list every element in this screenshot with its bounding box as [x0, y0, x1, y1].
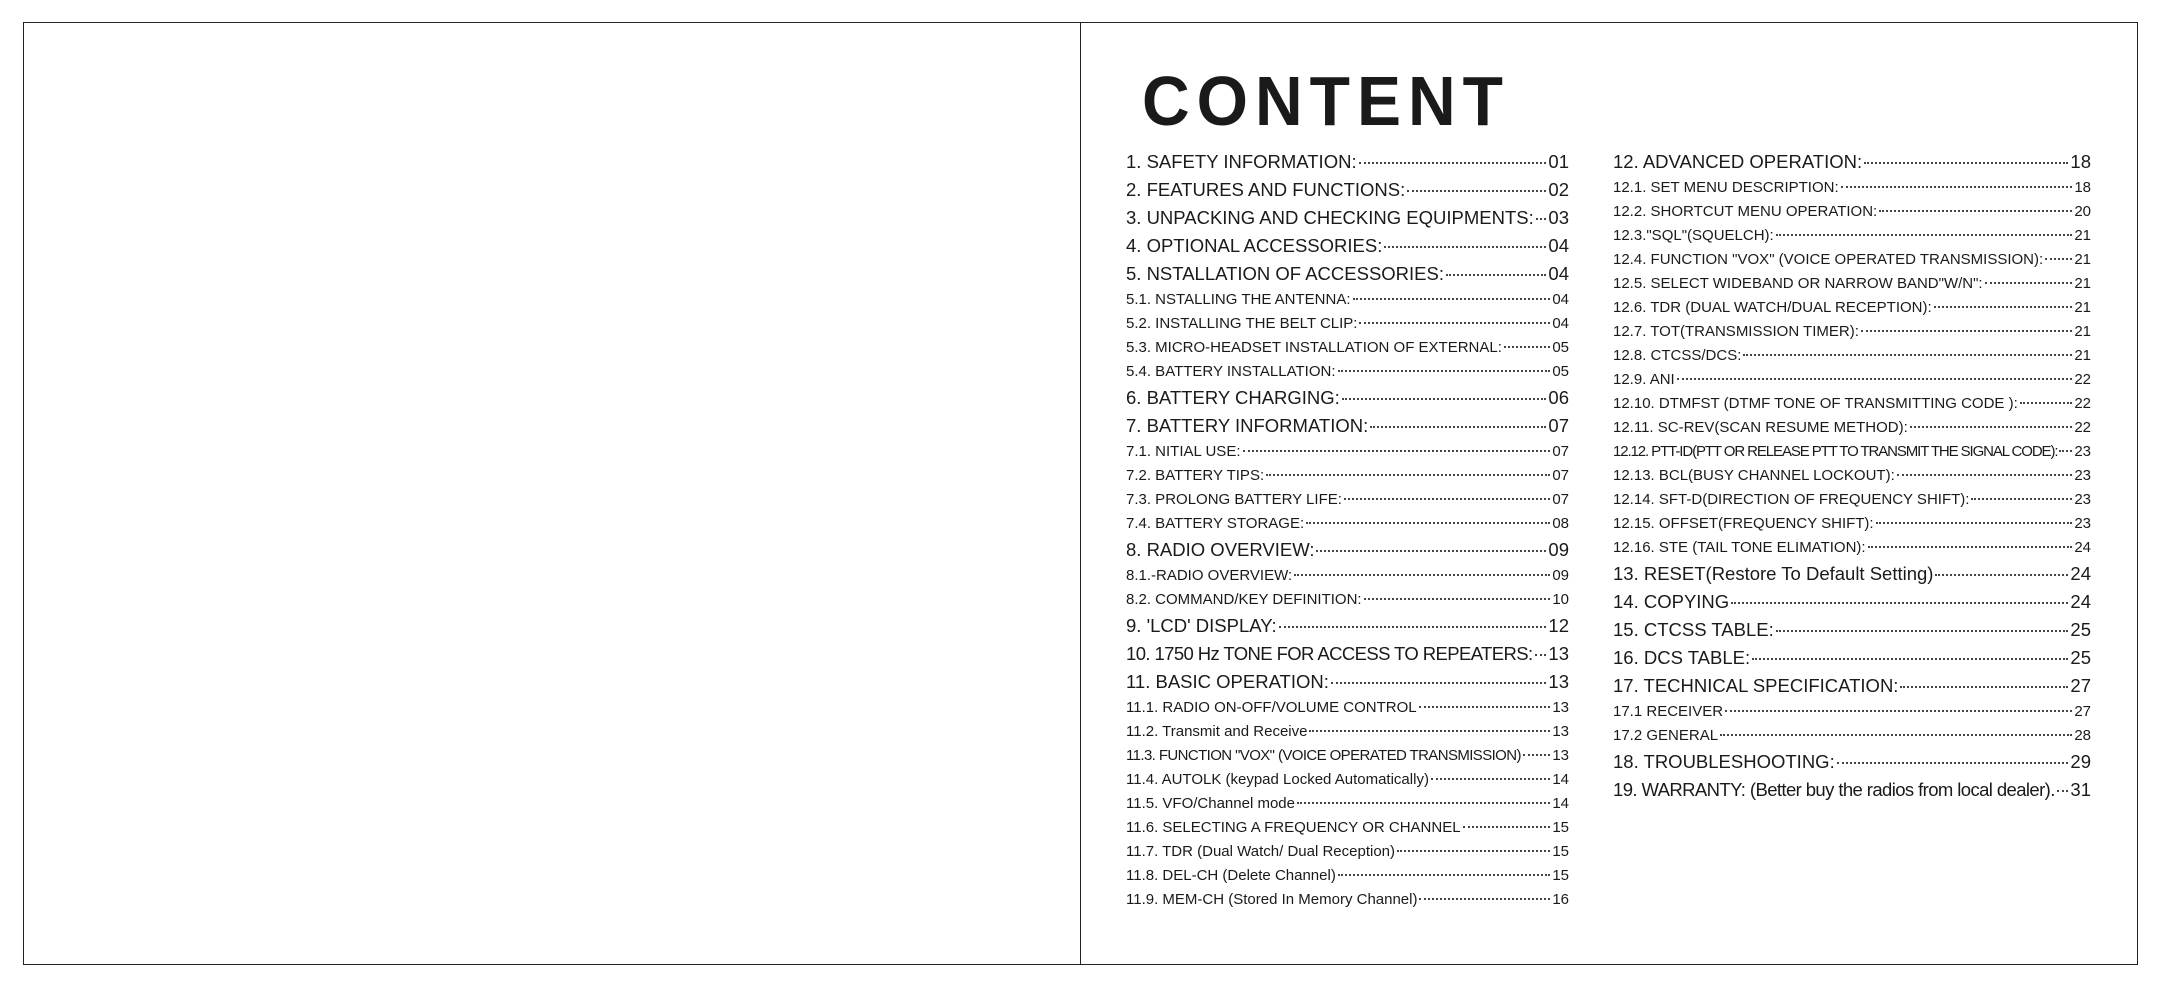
toc-entry-label: 12.6. TDR (DUAL WATCH/DUAL RECEPTION):: [1613, 299, 1932, 316]
toc-entry: [1126, 612, 1569, 640]
toc-entry-page-number: 23: [2074, 443, 2091, 460]
toc-entry: [1126, 232, 1569, 260]
toc-entry: [1613, 536, 2091, 560]
dot-leader: [1331, 681, 1547, 684]
toc-entry: [1613, 440, 2091, 464]
dot-leader: [1338, 873, 1550, 876]
toc-entry: [1126, 696, 1569, 720]
dot-leader: [1384, 245, 1546, 248]
toc-entry-label: 12.2. SHORTCUT MENU OPERATION:: [1613, 203, 1878, 220]
toc-entry: [1126, 816, 1569, 840]
toc-entry-page-number: 24: [2074, 539, 2091, 556]
dot-leader: [1935, 573, 2068, 576]
toc-entry: [1126, 360, 1569, 384]
toc-entry: [1613, 272, 2091, 296]
toc-entry-page-number: 29: [2070, 751, 2091, 772]
toc-entry: [1126, 288, 1569, 312]
toc-entry-label: 15. CTCSS TABLE:: [1613, 619, 1774, 640]
toc-entry: [1126, 440, 1569, 464]
toc-entry-label: 5.1. NSTALLING THE ANTENNA:: [1126, 291, 1351, 308]
toc-entry-label: 12.7. TOT(TRANSMISSION TIMER):: [1613, 323, 1859, 340]
toc-entry-label: 8. RADIO OVERVIEW:: [1126, 539, 1315, 560]
dot-leader: [1431, 777, 1550, 780]
dot-leader: [1353, 297, 1551, 300]
toc-entry-page-number: 13: [1552, 747, 1569, 764]
toc-entry: [1613, 512, 2091, 536]
dot-leader: [1446, 273, 1546, 276]
toc-entry-label: 2. FEATURES AND FUNCTIONS:: [1126, 179, 1406, 200]
toc-entry-label: 12.5. SELECT WIDEBAND OR NARROW BAND"W/N":: [1613, 275, 1983, 292]
toc-entry: [1126, 176, 1569, 204]
dot-leader: [1364, 597, 1551, 600]
dot-leader: [1306, 521, 1550, 524]
dot-leader: [1868, 545, 2073, 548]
toc-entry-label: 7.3. PROLONG BATTERY LIFE:: [1126, 491, 1342, 508]
toc-entry-label: 8.1.-RADIO OVERVIEW:: [1126, 567, 1293, 584]
toc-entry-page-number: 05: [1552, 363, 1569, 380]
dot-leader: [1407, 189, 1546, 192]
toc-entry: [1613, 588, 2091, 616]
toc-entry-page-number: 07: [1552, 491, 1569, 508]
dot-leader: [1879, 209, 2072, 212]
toc-entry-page-number: 21: [2074, 323, 2091, 340]
dot-leader: [1419, 897, 1550, 900]
toc-entry: [1613, 392, 2091, 416]
dot-leader: [1419, 705, 1551, 708]
toc-entry-label: 11.6. SELECTING A FREQUENCY OR CHANNEL: [1126, 819, 1461, 836]
toc-entry: [1613, 464, 2091, 488]
toc-entry-page-number: 15: [1552, 843, 1569, 860]
dot-leader: [1743, 353, 2072, 356]
toc-entry: [1613, 488, 2091, 512]
toc-entry-label: 12.15. OFFSET(FREQUENCY SHIFT):: [1613, 515, 1874, 532]
toc-entry-page-number: 22: [2074, 395, 2091, 412]
toc-entry-page-number: 07: [1552, 443, 1569, 460]
toc-entry: [1126, 588, 1569, 612]
toc-entry: [1126, 840, 1569, 864]
toc-entry: [1126, 464, 1569, 488]
toc-entry-label: 5.3. MICRO-HEADSET INSTALLATION OF EXTERNAL:: [1126, 339, 1502, 356]
toc-entry-label: 12.9. ANI: [1613, 371, 1675, 388]
dot-leader: [1720, 733, 2072, 736]
dot-leader: [1266, 473, 1550, 476]
toc-entry-page-number: 13: [1552, 699, 1569, 716]
toc-entry-label: 4. OPTIONAL ACCESSORIES:: [1126, 235, 1383, 256]
toc-entry-label: 18. TROUBLESHOOTING:: [1613, 751, 1835, 772]
dot-leader: [1344, 497, 1550, 500]
dot-leader: [1897, 473, 2073, 476]
toc-entry-label: 12.12. PTT-ID(PTT OR RELEASE PTT TO TRANSMIT THE SIGNAL CODE):: [1613, 443, 2058, 460]
toc-entry-label: 7.2. BATTERY TIPS:: [1126, 467, 1265, 484]
toc-entry-label: 12.1. SET MENU DESCRIPTION:: [1613, 179, 1839, 196]
toc-entry-page-number: 08: [1552, 515, 1569, 532]
toc-entry-page-number: 21: [2074, 251, 2091, 268]
toc-entry: [1126, 312, 1569, 336]
dot-leader: [1934, 305, 2073, 308]
toc-entry-label: 11.7. TDR (Dual Watch/ Dual Reception): [1126, 843, 1395, 860]
blank-left-page: [24, 23, 1081, 964]
dot-leader: [1243, 449, 1551, 452]
toc-entry-page-number: 18: [2074, 179, 2091, 196]
toc-entry: [1126, 488, 1569, 512]
dot-leader: [1876, 521, 2073, 524]
dot-leader: [1841, 185, 2073, 188]
toc-entry-label: 12.14. SFT-D(DIRECTION OF FREQUENCY SHIFT):: [1613, 491, 1970, 508]
dot-leader: [1536, 217, 1547, 220]
toc-entry-page-number: 02: [1548, 179, 1569, 200]
dot-leader: [1677, 377, 2073, 380]
toc-entry-page-number: 20: [2074, 203, 2091, 220]
toc-entry-label: 12.3."SQL"(SQUELCH):: [1613, 227, 1774, 244]
dot-leader: [1309, 729, 1550, 732]
toc-entry: [1126, 768, 1569, 792]
toc-entry-page-number: 24: [2070, 591, 2091, 612]
toc-entry-label: 1. SAFETY INFORMATION:: [1126, 151, 1357, 172]
dot-leader: [1359, 161, 1547, 164]
toc-entry-label: 5.4. BATTERY INSTALLATION:: [1126, 363, 1336, 380]
toc-entry: [1126, 512, 1569, 536]
toc-entry-page-number: 04: [1552, 315, 1569, 332]
dot-leader: [2020, 401, 2073, 404]
toc-entry-label: 11.8. DEL-CH (Delete Channel): [1126, 867, 1336, 884]
toc-entry: [1126, 564, 1569, 588]
toc-entry: [1126, 864, 1569, 888]
toc-entry-label: 7. BATTERY INFORMATION:: [1126, 415, 1369, 436]
toc-entry: [1613, 344, 2091, 368]
toc-entry-page-number: 04: [1552, 291, 1569, 308]
dot-leader: [1985, 281, 2073, 284]
toc-entry-label: 5.2. INSTALLING THE BELT CLIP:: [1126, 315, 1358, 332]
toc-right-column: [1613, 148, 2091, 804]
toc-entry-label: 9. 'LCD' DISPLAY:: [1126, 615, 1277, 636]
toc-left-column: [1126, 148, 1569, 912]
toc-entry-page-number: 27: [2070, 675, 2091, 696]
dot-leader: [1523, 753, 1550, 756]
dot-leader: [1297, 801, 1550, 804]
dot-leader: [1338, 369, 1551, 372]
dot-leader: [1752, 657, 2068, 660]
dot-leader: [1397, 849, 1550, 852]
toc-entry-page-number: 12: [1548, 615, 1569, 636]
toc-entry-page-number: 09: [1552, 567, 1569, 584]
toc-entry: [1126, 536, 1569, 564]
toc-entry: [1126, 384, 1569, 412]
toc-entry-page-number: 16: [1552, 891, 1569, 908]
toc-entry-page-number: 10: [1552, 591, 1569, 608]
toc-entry: [1613, 724, 2091, 748]
toc-entry-label: 11.1. RADIO ON-OFF/VOLUME CONTROL: [1126, 699, 1417, 716]
toc-entry-page-number: 15: [1552, 867, 1569, 884]
dot-leader: [1864, 161, 2068, 164]
toc-entry-page-number: 06: [1548, 387, 1569, 408]
dot-leader: [1900, 685, 2068, 688]
toc-entry-page-number: 23: [2074, 491, 2091, 508]
toc-entry-page-number: 21: [2074, 347, 2091, 364]
toc-entry: [1126, 336, 1569, 360]
toc-entry-page-number: 07: [1552, 467, 1569, 484]
toc-entry: [1613, 700, 2091, 724]
toc-entry: [1613, 748, 2091, 776]
toc-entry-page-number: 13: [1548, 671, 1569, 692]
toc-entry-page-number: 04: [1548, 235, 1569, 256]
toc-entry-page-number: 18: [2070, 151, 2091, 172]
dot-leader: [1359, 321, 1550, 324]
toc-entry-label: 5. NSTALLATION OF ACCESSORIES:: [1126, 263, 1445, 284]
toc-entry: [1613, 672, 2091, 700]
toc-entry-label: 12.11. SC-REV(SCAN RESUME METHOD):: [1613, 419, 1908, 436]
toc-entry: [1126, 412, 1569, 440]
toc-entry-page-number: 31: [2070, 779, 2091, 800]
toc-entry-page-number: 05: [1552, 339, 1569, 356]
dot-leader: [2059, 449, 2072, 452]
toc-entry-label: 8.2. COMMAND/KEY DEFINITION:: [1126, 591, 1362, 608]
toc-entry-page-number: 21: [2074, 299, 2091, 316]
toc-entry-page-number: 27: [2074, 703, 2091, 720]
toc-entry-label: 11.2. Transmit and Receive: [1126, 723, 1308, 740]
toc-entry: [1126, 260, 1569, 288]
dot-leader: [1504, 345, 1550, 348]
toc-entry-page-number: 15: [1552, 819, 1569, 836]
toc-entry-label: 11.9. MEM-CH (Stored In Memory Channel): [1126, 891, 1418, 908]
toc-entry-label: 19. WARRANTY: (Better buy the radios from local dealer).: [1613, 779, 2055, 800]
toc-entry-page-number: 23: [2074, 515, 2091, 532]
toc-entry-page-number: 23: [2074, 467, 2091, 484]
toc-entry-label: 6. BATTERY CHARGING:: [1126, 387, 1340, 408]
toc-entry: [1126, 640, 1569, 668]
dot-leader: [2057, 789, 2069, 792]
dot-leader: [1535, 653, 1547, 656]
toc-entry: [1613, 200, 2091, 224]
toc-entry-page-number: 13: [1552, 723, 1569, 740]
toc-entry-page-number: 14: [1552, 795, 1569, 812]
toc-entry-page-number: 22: [2074, 371, 2091, 388]
dot-leader: [1731, 601, 2068, 604]
toc-entry: [1613, 148, 2091, 176]
toc-entry-label: 16. DCS TABLE:: [1613, 647, 1751, 668]
toc-entry: [1613, 176, 2091, 200]
toc-entry-label: 11.5. VFO/Channel mode: [1126, 795, 1295, 812]
toc-entry: [1126, 744, 1569, 768]
toc-entry: [1126, 148, 1569, 176]
dot-leader: [2045, 257, 2072, 260]
toc-entry: [1613, 320, 2091, 344]
toc-entry: [1126, 668, 1569, 696]
toc-entry-label: 11.4. AUTOLK (keypad Locked Automatically): [1126, 771, 1429, 788]
dot-leader: [1971, 497, 2072, 500]
toc-entry-page-number: 13: [1548, 643, 1569, 664]
toc-entry-page-number: 04: [1548, 263, 1569, 284]
dot-leader: [1279, 625, 1547, 628]
dot-leader: [1861, 329, 2072, 332]
dot-leader: [1294, 573, 1550, 576]
dot-leader: [1910, 425, 2073, 428]
toc-entry-label: 11.3. FUNCTION "VOX" (VOICE OPERATED TRANSMISSION): [1126, 747, 1521, 764]
toc-entry-page-number: 03: [1548, 207, 1569, 228]
toc-entry-page-number: 25: [2070, 647, 2091, 668]
dot-leader: [1463, 825, 1551, 828]
toc-entry: [1613, 560, 2091, 588]
toc-entry-page-number: 28: [2074, 727, 2091, 744]
toc-entry: [1613, 368, 2091, 392]
toc-entry-label: 12.16. STE (TAIL TONE ELIMATION):: [1613, 539, 1866, 556]
toc-entry-label: 13. RESET(Restore To Default Setting): [1613, 563, 1934, 584]
toc-entry-page-number: 25: [2070, 619, 2091, 640]
toc-entry-page-number: 21: [2074, 227, 2091, 244]
toc-entry-page-number: 01: [1548, 151, 1569, 172]
toc-entry-page-number: 07: [1548, 415, 1569, 436]
toc-entry: [1613, 224, 2091, 248]
dot-leader: [1316, 549, 1546, 552]
toc-entry-label: 7.4. BATTERY STORAGE:: [1126, 515, 1305, 532]
dot-leader: [1342, 397, 1547, 400]
toc-entry-page-number: 24: [2070, 563, 2091, 584]
toc-entry: [1613, 296, 2091, 320]
toc-entry: [1126, 792, 1569, 816]
toc-entry-label: 12.4. FUNCTION "VOX" (VOICE OPERATED TRANSMISSION):: [1613, 251, 2044, 268]
dot-leader: [1837, 761, 2069, 764]
toc-entry: [1613, 644, 2091, 672]
toc-entry-page-number: 09: [1548, 539, 1569, 560]
toc-entry-label: 12.13. BCL(BUSY CHANNEL LOCKOUT):: [1613, 467, 1895, 484]
toc-entry-label: 12.10. DTMFST (DTMF TONE OF TRANSMITTING CODE ):: [1613, 395, 2018, 412]
toc-entry-label: 11. BASIC OPERATION:: [1126, 671, 1329, 692]
toc-entry: [1613, 616, 2091, 644]
toc-entry: [1613, 248, 2091, 272]
toc-entry-label: 14. COPYING: [1613, 591, 1730, 612]
toc-entry-label: 10. 1750 Hz TONE FOR ACCESS TO REPEATERS:: [1126, 643, 1533, 664]
toc-entry: [1126, 888, 1569, 912]
toc-entry: [1126, 720, 1569, 744]
toc-entry-label: 12.8. CTCSS/DCS:: [1613, 347, 1742, 364]
toc-entry-page-number: 21: [2074, 275, 2091, 292]
toc-entry-page-number: 22: [2074, 419, 2091, 436]
toc-entry: [1613, 776, 2091, 804]
page-title: CONTENT: [1142, 61, 1510, 140]
dot-leader: [1776, 233, 2073, 236]
dot-leader: [1725, 709, 2072, 712]
toc-entry-label: 3. UNPACKING AND CHECKING EQUIPMENTS:: [1126, 207, 1534, 228]
dot-leader: [1776, 629, 2069, 632]
toc-entry-label: 7.1. NITIAL USE:: [1126, 443, 1241, 460]
toc-entry-label: 17.1 RECEIVER: [1613, 703, 1724, 720]
dot-leader: [1370, 425, 1546, 428]
toc-entry-label: 17.2 GENERAL: [1613, 727, 1719, 744]
toc-entry: [1126, 204, 1569, 232]
toc-entry-label: 12. ADVANCED OPERATION:: [1613, 151, 1863, 172]
toc-entry: [1613, 416, 2091, 440]
toc-entry-page-number: 14: [1552, 771, 1569, 788]
toc-entry-label: 17. TECHNICAL SPECIFICATION:: [1613, 675, 1899, 696]
